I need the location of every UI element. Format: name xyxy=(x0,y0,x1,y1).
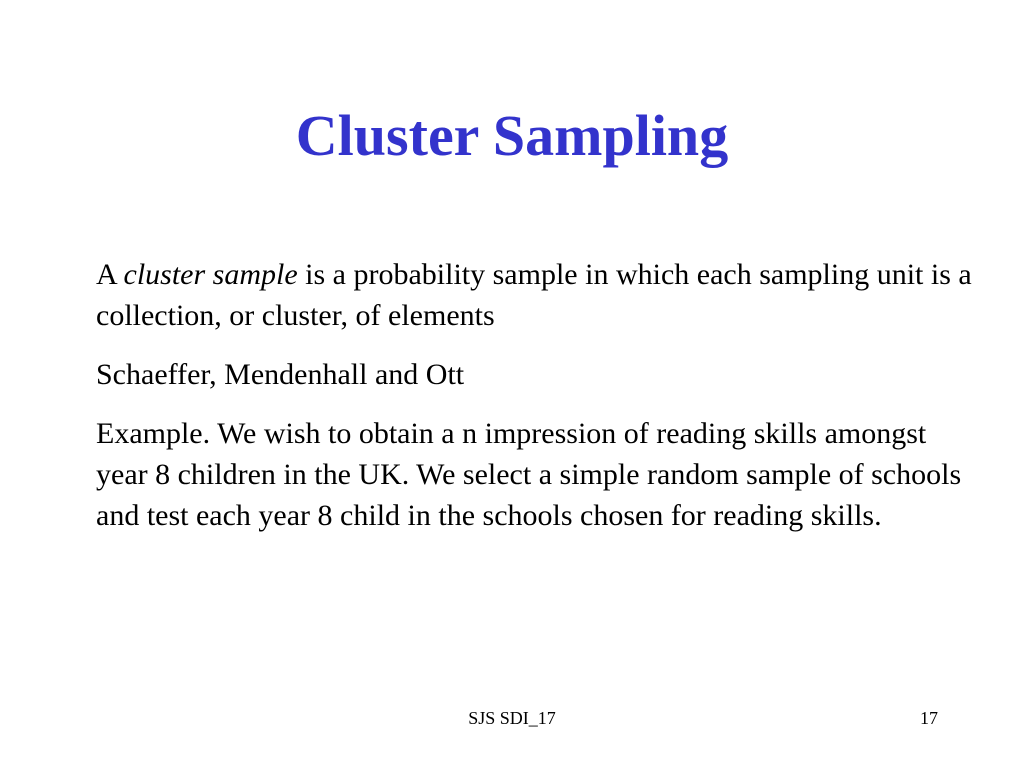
definition-paragraph xyxy=(96,254,976,336)
citation: Schaeffer, Mendenhall and Ott xyxy=(96,358,465,391)
definition-text: is a probability sample in which each sampling unit is a collection, or cluster, of elements xyxy=(96,258,972,332)
slide-title: Cluster Sampling xyxy=(295,103,729,168)
definition-prefix: A xyxy=(96,258,124,291)
slide-body xyxy=(96,254,976,554)
page-number: 17 xyxy=(920,708,938,728)
definition-term: cluster sample xyxy=(123,258,298,291)
footer-label: SJS SDI_17 xyxy=(468,708,556,728)
example-paragraph: Example. We wish to obtain a n impression of reading skills amongst year 8 children in the UK. We select a simple random sample of schools and test each year 8 child in the schools chosen for reading skills. xyxy=(96,417,962,532)
